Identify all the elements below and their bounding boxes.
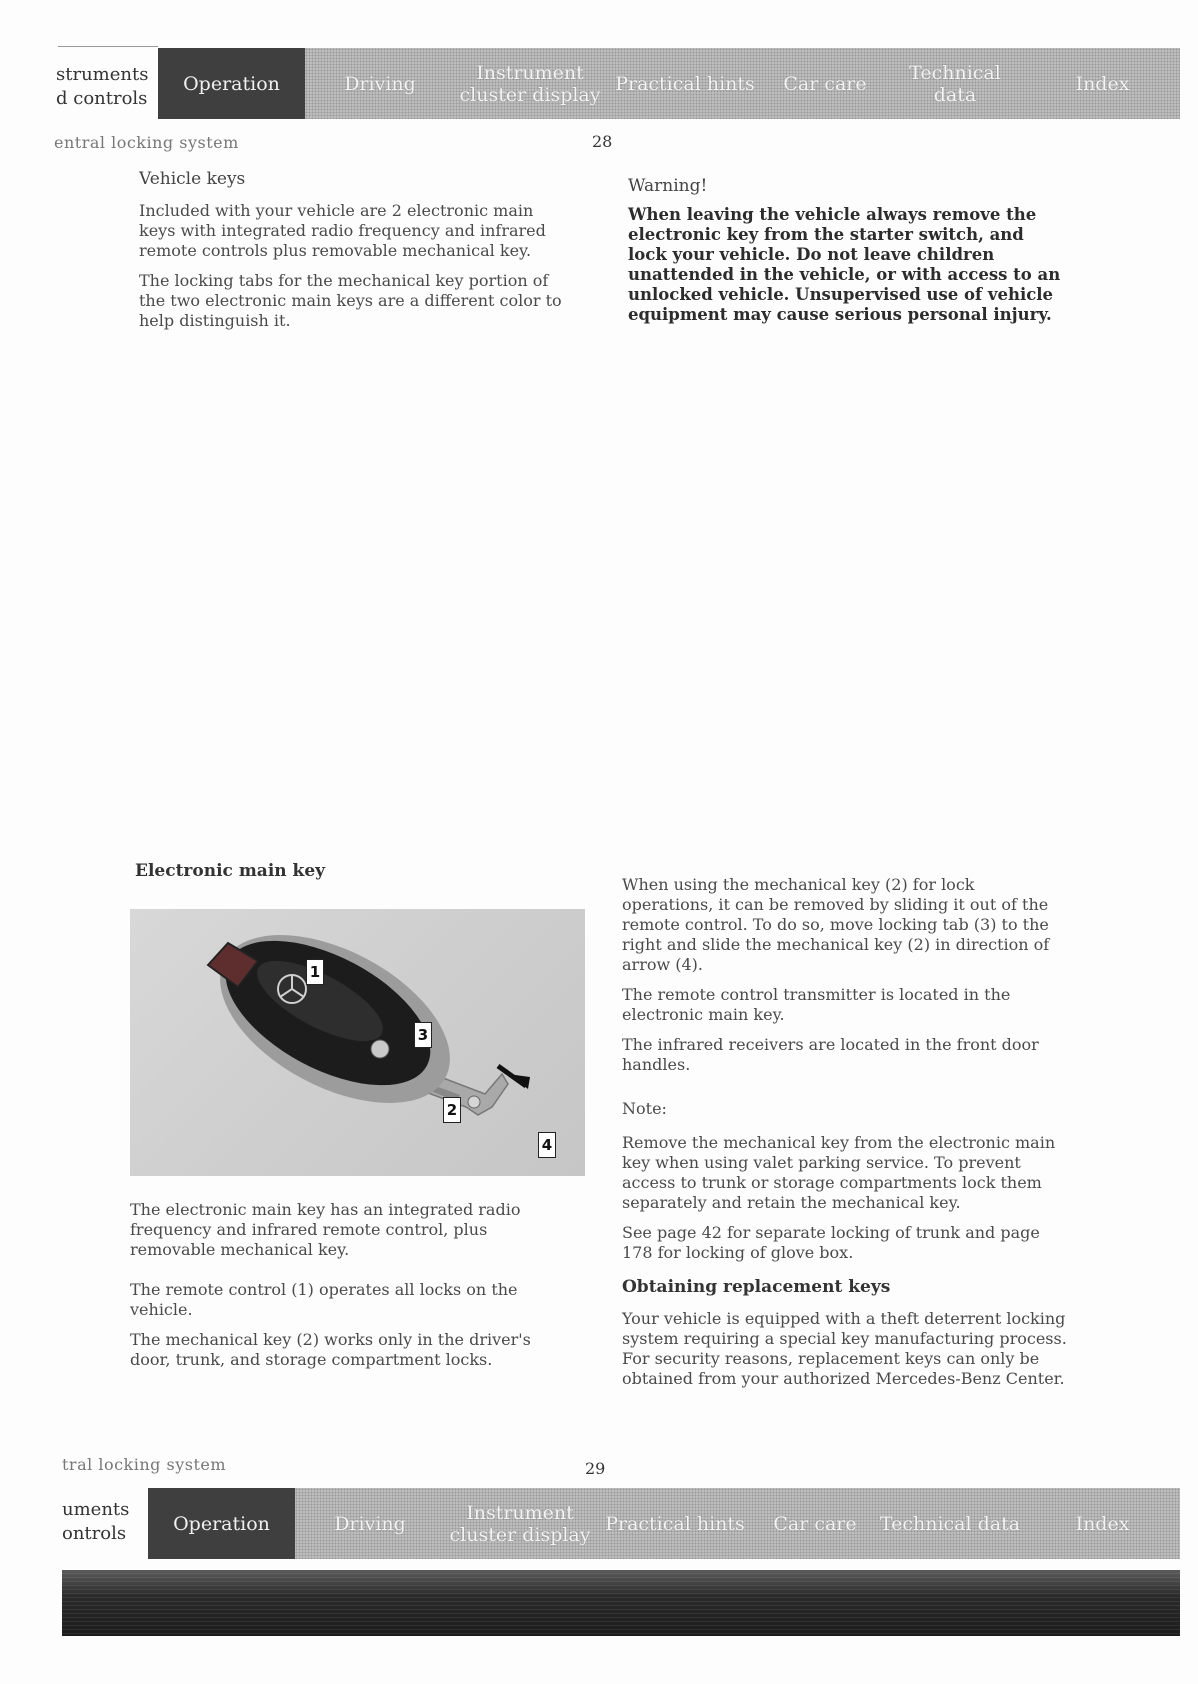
receiver-location: The infrared receivers are located in the front door handles. [622,1035,1039,1074]
bottom-dark-band [62,1570,1180,1636]
side-label-bottom [62,1498,129,1546]
key-description-text [130,1200,575,1380]
page-number-29: 29 [585,1459,606,1478]
callout-1: 1 [306,959,324,985]
tab-technical-data-bottom[interactable]: Technical data [879,1512,1021,1535]
key-caption: The electronic main key has an integrated radio frequency and infrared remote control, plus removable mechanical key. [130,1200,521,1259]
note-valet: Remove the mechanical key from the electronic main key when using valet parking service. To prevent access to trunk or storage compartments lock them separately and retain the mechanical key. [622,1133,1056,1212]
vehicle-keys-p2: The locking tabs for the mechanical key portion of the two electronic main keys are a different color to help distinguish it. [139,271,562,330]
locking-tab [371,1040,389,1058]
tab-technical-data[interactable]: Technical data [909,61,1001,106]
tab-car-care[interactable]: Car care [783,72,867,95]
replacement-keys-text: Your vehicle is equipped with a theft deterrent locking system requiring a special key manufacturing process. For security reasons, replacement keys can only be obtained from your authorized Mercedes-Benz Center. [622,1309,1067,1388]
tab-car-care-bottom[interactable]: Car care [773,1512,857,1535]
section-title-top: entral locking system [54,133,239,152]
vehicle-keys-text [139,201,571,341]
callout-2: 2 [443,1097,461,1123]
side-label-bottom-line-2: ontrols [62,1523,127,1544]
note-label: Note: [622,1099,667,1118]
tab-driving[interactable]: Driving [344,72,416,95]
callout-4: 4 [538,1132,556,1158]
page-number-28: 28 [592,132,613,151]
tab-practical-hints[interactable]: Practical hints [615,72,755,95]
bottom-nav-bar [148,1488,1180,1559]
replacement-keys-heading: Obtaining replacement keys [622,1277,891,1297]
side-label-line-1: struments [56,64,149,85]
tab-instrument-cluster-display[interactable]: Instrument cluster display [459,61,601,106]
warning-body: When leaving the vehicle always remove the electronic key from the starter switch, and lock your vehicle. Do not leave children unattended in the vehicle, or with access to an unlocked vehicle. Unsupervised use of vehicle equipment may cause serious personal injury. [628,205,1061,324]
transmitter-location: The remote control transmitter is located in the electronic main key. [622,985,1011,1024]
right-column-text [622,875,1070,1399]
side-label-top [56,63,148,111]
note-page-references: See page 42 for separate locking of trunk and page 178 for locking of glove box. [622,1223,1040,1262]
mechanical-key-text: The mechanical key (2) works only in the driver's door, trunk, and storage compartment locks. [130,1330,531,1369]
vehicle-keys-p1: Included with your vehicle are 2 electronic main keys with integrated radio frequency and infrared remote controls plus removable mechanical key. [139,201,546,260]
section-title-bottom: tral locking system [62,1455,227,1474]
callout-3: 3 [414,1022,432,1048]
tab-driving-bottom[interactable]: Driving [334,1512,406,1535]
top-nav-bar [158,48,1180,119]
tab-operation-bottom[interactable]: Operation [148,1488,295,1559]
tab-instrument-cluster-display-bottom[interactable]: Instrument cluster display [449,1501,591,1546]
key-illustration [130,909,585,1176]
tab-index-bottom[interactable]: Index [1075,1512,1130,1535]
electronic-main-key-photo [130,909,585,1176]
header-rule [58,46,158,47]
side-label-line-2: d controls [56,88,148,109]
tab-index[interactable]: Index [1075,72,1130,95]
warning-heading: Warning! [628,176,708,196]
electronic-main-key-heading: Electronic main key [135,861,326,881]
remote-control-text: The remote control (1) operates all locks on the vehicle. [130,1280,518,1319]
tab-operation[interactable]: Operation [158,48,305,119]
removal-instructions: When using the mechanical key (2) for lock operations, it can be removed by sliding it out of the remote control. To do so, move locking tab (3) to the right and slide the mechanical key (2) in direction of arrow (4). [622,875,1050,974]
tab-practical-hints-bottom[interactable]: Practical hints [605,1512,745,1535]
vehicle-keys-heading: Vehicle keys [139,169,246,189]
side-label-bottom-line-1: uments [62,1499,130,1520]
